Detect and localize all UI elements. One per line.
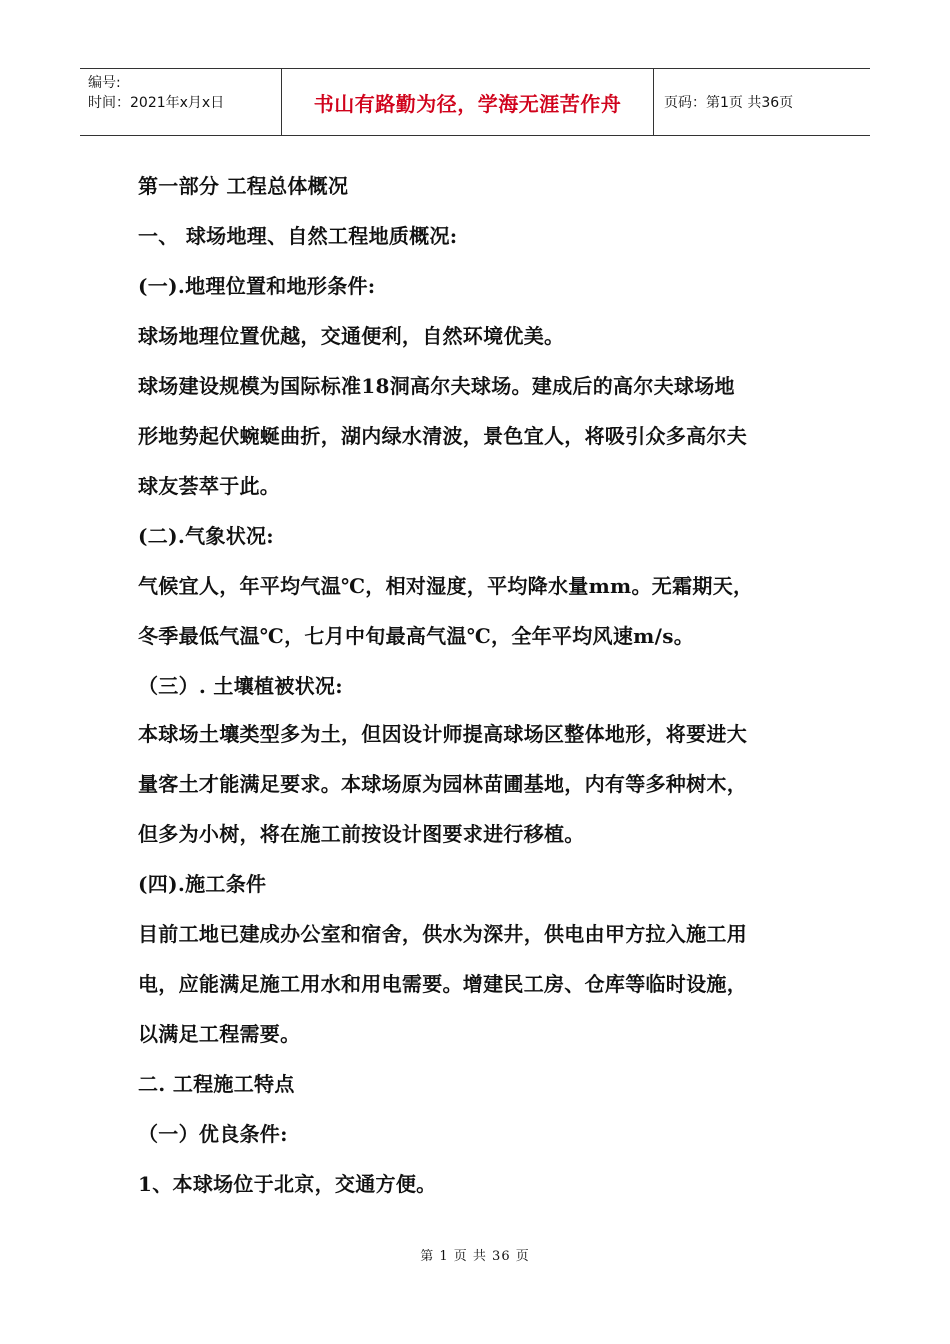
header-page-label: 页码：第1页 共36页 xyxy=(664,95,794,111)
paragraph-line: 气候宜人，年平均气温℃，相对湿度，平均降水量mm。无霜期天， xyxy=(138,574,754,598)
paragraph-line: 量客土才能满足要求。本球场原为园林苗圃基地，内有等多种树木， xyxy=(138,772,747,796)
paragraph-line: 1、本球场位于北京，交通方便。 xyxy=(138,1172,437,1196)
item-heading: (四).施工条件 xyxy=(138,872,267,896)
paragraph-line: 以满足工程需要。 xyxy=(138,1022,301,1046)
header-meta xyxy=(80,69,282,135)
subsection-heading: 一、 球场地理、自然工程地质概况: xyxy=(138,224,458,248)
item-heading: （一）优良条件: xyxy=(138,1122,288,1146)
paragraph-line: 冬季最低气温℃，七月中旬最高气温℃，全年平均风速m/s。 xyxy=(138,624,695,648)
document-header xyxy=(80,68,870,136)
number-label: 编号: xyxy=(88,75,121,91)
paragraph-line: 本球场土壤类型多为土，但因设计师提高球场区整体地形，将要进大 xyxy=(138,722,747,746)
paragraph-line: 形地势起伏蜿蜒曲折，湖内绿水清波，景色宜人，将吸引众多高尔夫 xyxy=(138,424,747,448)
item-heading: （三）. 土壤植被状况: xyxy=(138,674,343,698)
paragraph-line: 球友荟萃于此。 xyxy=(138,474,281,498)
paragraph-line: 球场地理位置优越，交通便利，自然环境优美。 xyxy=(138,324,565,348)
page-footer: 第 1 页 共 36 页 xyxy=(420,1249,530,1264)
paragraph-line: 球场建设规模为国际标准18洞高尔夫球场。建成后的高尔夫球场地 xyxy=(138,374,735,398)
paragraph-line: 目前工地已建成办公室和宿舍，供水为深井，供电由甲方拉入施工用 xyxy=(138,922,747,946)
section-title: 第一部分 工程总体概况 xyxy=(138,174,349,198)
item-heading: (一).地理位置和地形条件: xyxy=(138,274,376,298)
subsection-heading: 二. 工程施工特点 xyxy=(138,1072,295,1096)
header-motto: 书山有路勤为径，学海无涯苦作舟 xyxy=(282,69,654,135)
paragraph-line: 但多为小树，将在施工前按设计图要求进行移植。 xyxy=(138,822,585,846)
date-label: 时间：2021年x月x日 xyxy=(88,95,225,111)
item-heading: (二).气象状况: xyxy=(138,524,274,548)
paragraph-line: 电，应能满足施工用水和用电需要。增建民工房、仓库等临时设施， xyxy=(138,972,747,996)
